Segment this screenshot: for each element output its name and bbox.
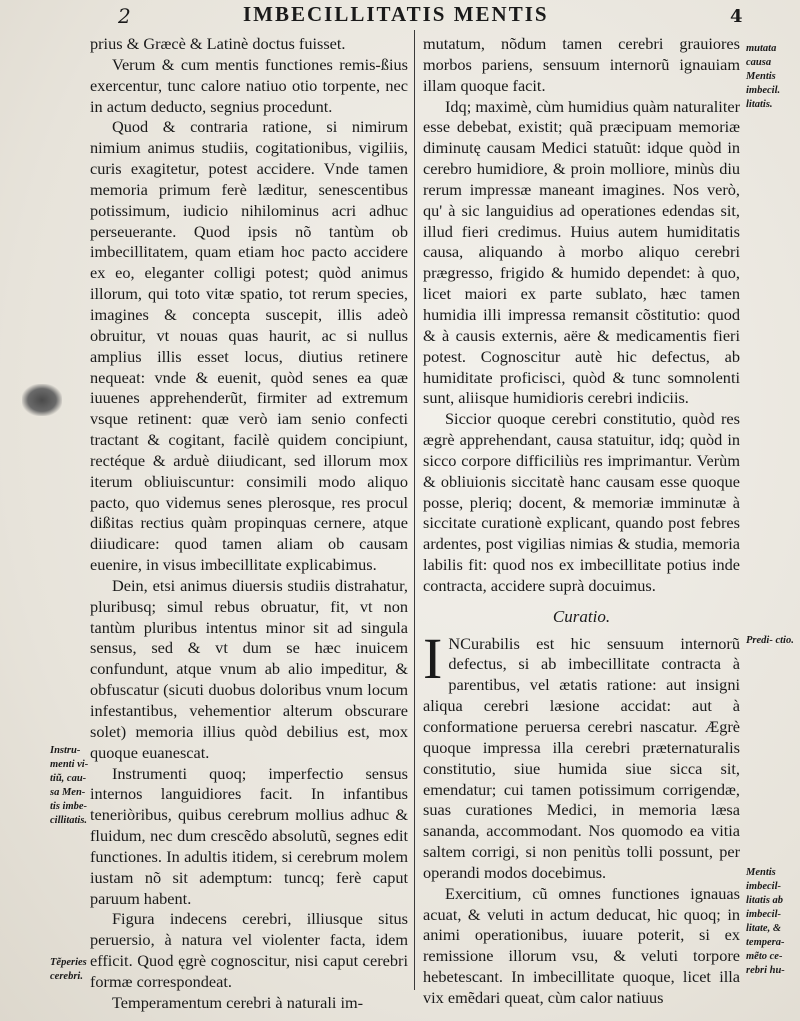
- paragraph: Figura indecens cerebri, illiusque situs peruersio, à natura vel violenter facta, idem efficit. Quod ęgrè cognoscitur, nisi caput cerebri formæ correspondeat.: [90, 909, 408, 991]
- paragraph: Siccior quoque cerebri constitutio, quòd res ægrè apprehendant, causa statuitur, idq; quòd in sicco corpore difficiliùs res imprimantur. Verùm & obliuionis siccitatè hanc causam esse quoque posse, pleriq; docent, & memoriæ imminutæ à siccitate curationè explicant, quando post febres ardentes, post vigilias nimias & studia, memoria labilis fit: quod nos ex imbecillitate potius inde contracta, accidere suprà docuimus.: [423, 409, 740, 595]
- margin-note: Instru- menti vi- tiũ, cau- sa Men- tis imbe- cillitatis.: [50, 745, 89, 826]
- paragraph: Dein, etsi animus diuersis studiis distrahatur, pluribusq; simul rebus obruatur, fit, vt non tantùm pluribus intentus minor sit ad singula sensus, sed & vt dum se hæc inuicem confundunt, atque vnum ab alio impeditur, & obfuscatur (sicuti duobus doloribus vnum locum infestantibus, vehementior alterum obscurare solet) memoria illius quòd debilius est, mox quoque euanescat.: [90, 575, 408, 762]
- section-heading: Curatio.: [552, 606, 611, 626]
- paragraph-text: NCurabilis est hic sensuum internorũ defectus, si ab imbecillitate contracta à parentibus, vel ætatis ratione: aut insigni aliqua cerebri læsione accidat: aut à conformatione peruersa cerebri nascatur. Ægrè quoque impressa illa cerebri præternaturalis constitutio, siue humida siue sicca sit, emendatur; cui tamen potissimum corrigendæ, suas curationes Medici, in memoria læsa sananda, accommodant. Nos quomodo ea vitia saltem corrigi, si non penitùs tolli possunt, per operandi modos docebimus.: [423, 633, 740, 882]
- paragraph: Instrumenti quoq; imperfectio sensus internos languidiores facit. In infantibus teneriòribus, quibus cerebrum mollius adhuc & fluidum, nec dum crescẽdo absolutũ, segnes edit functiones. In adultis itidem, si cerebrum molem iustam nõ sit ademptum: tuncq; ferè caput paruum habent.: [90, 763, 408, 908]
- paragraph: [423, 625, 740, 884]
- page-number-right: 4: [730, 6, 743, 27]
- column-divider: [414, 30, 415, 990]
- page-header: [0, 2, 800, 30]
- paragraph: prius & Græcè & Latinè doctus fuisset.: [90, 34, 346, 53]
- margin-note: mutata causa Mentis imbecil. litatis.: [746, 43, 781, 110]
- drop-cap-initial: I: [423, 625, 443, 691]
- paragraph: Temperamentum cerebri à naturali im-: [112, 992, 364, 1012]
- margin-note: Tẽperies cerebri.: [50, 957, 87, 982]
- page-number-left: 2: [118, 4, 131, 28]
- right-column: [423, 34, 740, 1009]
- margin-note: Predi- ctio.: [746, 635, 794, 646]
- ink-stain: [22, 384, 62, 416]
- margin-note: Mentis imbecil- litatis ab imbecil- litate, & tempera- mẽto ce- rebri hu-: [746, 867, 785, 976]
- paragraph: Verum & cum mentis functiones remis-ßius exercentur, tunc calore natiuo otio torpente, nec in actum deducto, segnius procedunt.: [90, 54, 408, 116]
- paragraph: Quod & contraria ratione, si nimirum nimium animus studiis, cogitationibus, vigiliis, curis exagitetur, potest accidere. Vnde tamen memoria primum ferè læditur, senescentibus potissimum, iudicio nihilominus acri adhuc perseuerante. Quod ipsis nõ tantùm ob imbecillitatem, quam etiam hoc pacto accidere ex eo, eleganter colligi potest; quòd animus illorum, qui toto vitæ spatio, tot rerum species, imagines & concepta suscepit, illis adeò obruitur, vt nouas quas haurit, ac si nullus amplius illis esset locus, diutius retinere nequeat: vnde & euenit, quòd senes ea quæ iuuenes apprehenderũt, firmiter ad extremum vsque retinent: quæ verò iam senio confecti tractant & cogitant, facilè quidem concipiunt, rectéque & arduè diiudicant, sed illorum mox iterum obliuiscuntur: consimili modo aliquo pacto, quo videmus senes plerosque, res procul dißitas rectius quàm propinquas cernere, atque diiudicare: quod tamen aliam ob causam euenire, in visus imbecillitate explicabimus.: [90, 117, 408, 575]
- paragraph: Exercitium, cũ omnes functiones ignauas acuat, & veluti in actum deducat, hic quoq; in animi operationibus, iuuare poterit, si ex remissione illorum vsu, & veluti torpore hebetescant. In imbecillitate quoque, licet illa vix emẽdari queat, cùm calor natiuus: [423, 883, 740, 1007]
- paragraph: Idq; maximè, cùm humidius quàm naturaliter esse debebat, existit; quã præcipuam memoriæ diminutę causam Medici statuũt: idque quòd in cerebro humidiore, & proin molliore, minùs diu rerum impressæ maneant imagines. Nos verò, qu' à sic languidius ad operationes edendas sit, illud fieri credimus. Huius autem humiditatis causa, aliquando à morbo aliquo cerebri prægresso, frigido & humido dependet: à quo, licet maiori ex parte sublato, hæc tamen humidia illi impressa remansit cõstitutio: quod & à causis externis, aëre & medicamentis fieri potest. Cognoscitur autè hic defectus, ab humiditate proficisci, quòd & tunc somnolenti sunt, aliisque humidioris cerebri indiciis.: [423, 96, 740, 408]
- running-title: IMBECILLITATIS MENTIS: [243, 2, 549, 26]
- left-column: [90, 34, 408, 1014]
- paragraph: mutatum, nõdum tamen cerebri grauiores morbos pariens, sensuum internorũ ignauiam illam quoque facit.: [423, 34, 740, 95]
